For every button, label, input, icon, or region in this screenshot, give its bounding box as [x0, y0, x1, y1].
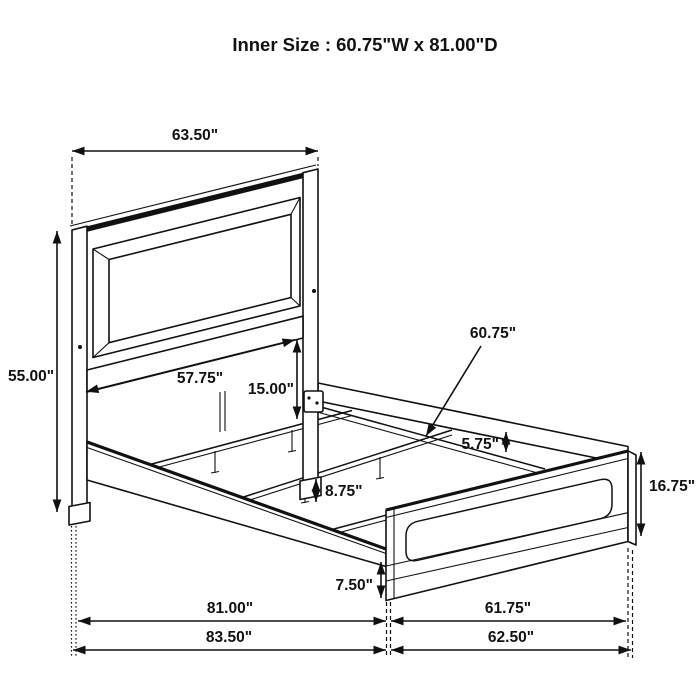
dim-label-slat-width: 60.75" [469, 325, 517, 342]
dimension-annotations [8, 127, 695, 650]
dim-label-headboard-to-rail-gap: 15.00" [247, 381, 294, 398]
center-rail-bracket [304, 391, 323, 412]
dim-label-inner-depth: 81.00" [206, 600, 254, 617]
dim-label-footboard-height: 16.75" [649, 478, 696, 495]
slat-1 [150, 411, 352, 474]
footboard-side-edge [628, 451, 636, 545]
dim-label-headboard-inner-width: 57.75" [176, 370, 224, 387]
dim-label-headboard-height: 55.00" [8, 368, 55, 385]
headboard-left-post [72, 226, 87, 508]
footboard [386, 451, 636, 601]
footboard-front-face [386, 451, 628, 601]
headboard-right-post-foot [300, 477, 321, 500]
dim-label-footboard-overall-width: 62.50" [487, 629, 535, 646]
dim-label-slat-leg-height: 8.75" [325, 483, 363, 500]
headboard-left-post-foot [69, 503, 90, 526]
dim-label-overall-depth: 83.50" [205, 629, 253, 646]
headboard-right-post [303, 169, 318, 483]
dim-label-footboard-inner-width: 61.75" [484, 600, 532, 617]
dim-label-rail-floor-clearance: 7.50" [335, 577, 373, 594]
inner-size-title: Inner Size : 60.75"W x 81.00"D [232, 34, 498, 55]
dim-label-headboard-width: 63.50" [171, 127, 219, 144]
front-side-rail [87, 442, 386, 567]
dim-label-rail-to-slat-drop: 5.75" [461, 436, 499, 453]
